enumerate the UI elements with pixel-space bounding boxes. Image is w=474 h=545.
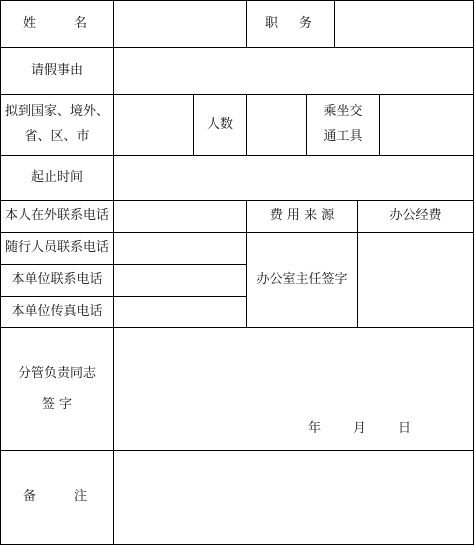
period-field[interactable] [113, 155, 474, 201]
transport-label [306, 94, 380, 156]
transport-label-line2: 通工具 [323, 129, 363, 144]
remarks-field[interactable] [113, 450, 474, 545]
reason-field[interactable] [113, 47, 474, 95]
office-sign-field[interactable] [357, 232, 474, 328]
position-label: 职 务 [246, 0, 335, 48]
unit-phone-label: 本单位联系电话 [0, 264, 114, 297]
companion-phone-field[interactable] [113, 232, 247, 265]
funding-label: 费 用 来 源 [246, 200, 358, 233]
unit-fax-field[interactable] [113, 296, 247, 328]
unit-phone-field[interactable] [113, 264, 247, 297]
transport-label-line1: 乘坐交 [323, 104, 363, 120]
remarks-label: 备 注 [0, 450, 114, 545]
own-phone-field[interactable] [113, 200, 247, 233]
leader-sign-label-line2: 签 字 [41, 397, 73, 412]
people-label: 人数 [193, 94, 247, 156]
destination-field[interactable] [113, 94, 194, 156]
name-label: 姓 名 [0, 0, 114, 48]
name-field[interactable] [113, 0, 247, 48]
funding-value[interactable]: 办公经费 [357, 200, 474, 233]
companion-phone-label: 随行人员联系电话 [0, 232, 114, 265]
reason-label: 请假事由 [0, 47, 114, 95]
destination-label [0, 94, 114, 156]
leader-sign-label [0, 327, 114, 451]
own-phone-label: 本人在外联系电话 [0, 200, 114, 233]
destination-label-line1: 拟到国家、境外、 [4, 104, 109, 120]
people-field[interactable] [246, 94, 307, 156]
leader-sign-label-line1: 分管负责同志 [17, 365, 96, 381]
office-sign-label: 办公室主任签字 [246, 232, 358, 328]
leader-sign-field[interactable] [113, 327, 474, 451]
destination-label-line2: 省、区、市 [24, 129, 90, 144]
unit-fax-label: 本单位传真电话 [0, 296, 114, 328]
position-field[interactable] [334, 0, 474, 48]
date-line: 年 月 日 [307, 421, 413, 437]
transport-field[interactable] [379, 94, 474, 156]
period-label: 起止时间 [0, 155, 114, 201]
